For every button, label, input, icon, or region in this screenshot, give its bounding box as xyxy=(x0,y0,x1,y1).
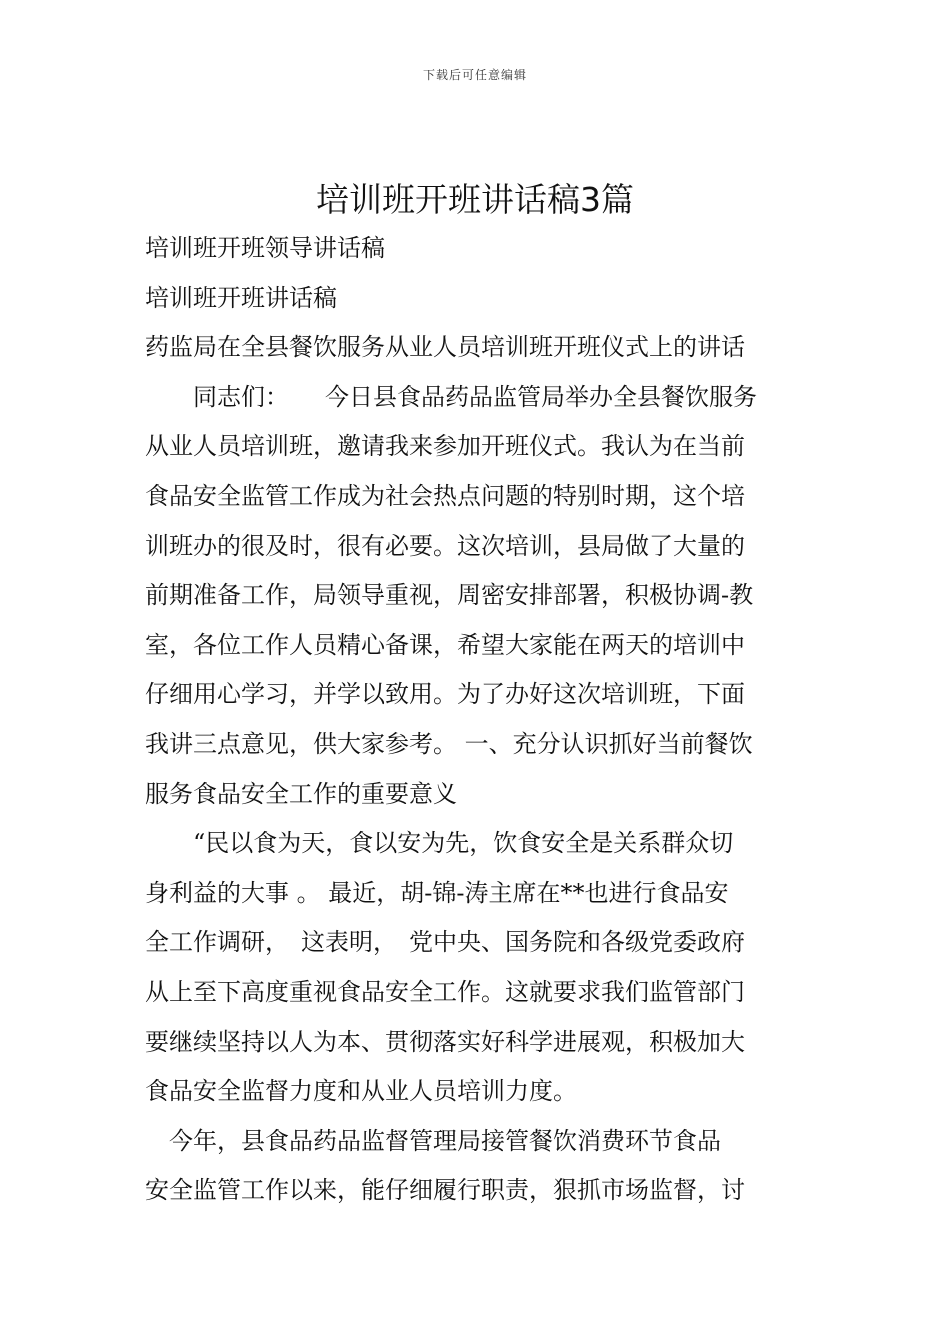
text-line: 培训班开班领导讲话稿 xyxy=(145,234,385,262)
document-title: 培训班开班讲话稿3篇 xyxy=(316,180,634,219)
header-note: 下载后可任意编辑 xyxy=(422,68,527,82)
text-line: 食品安全监管工作成为社会热点问题的特别时期，这个培 xyxy=(145,481,745,510)
text-line: 今年，县食品药品监督管理局接管餐饮消费环节食品 xyxy=(145,1126,721,1155)
text-line: 训班办的很及时，很有必要。这次培训，县局做了大量的 xyxy=(145,531,745,560)
text-line: 从上至下高度重视食品安全工作。这就要求我们监管部门 xyxy=(145,977,745,1006)
text-line: “民以食为天，食以安为先，饮食安全是关系群众切 xyxy=(145,829,734,858)
text-line: 我讲三点意见，供大家参考。 一、充分认识抓好当前餐饮 xyxy=(145,729,753,758)
text-line: 从业人员培训班，邀请我来参加开班仪式。我认为在当前 xyxy=(145,432,745,461)
text-line: 仔细用心学习，并学以致用。为了办好这次培训班，下面 xyxy=(145,680,745,709)
text-line: 室，各位工作人员精心备课，希望大家能在两天的培训中 xyxy=(145,630,745,659)
text-line: 培训班开班讲话稿 xyxy=(145,283,337,312)
text-line: 全工作调研， 这表明， 党中央、国务院和各级党委政府 xyxy=(145,928,745,957)
text-line: 安全监管工作以来，能仔细履行职责，狠抓市场监督，讨 xyxy=(145,1176,745,1205)
text-line: 服务食品安全工作的重要意义 xyxy=(145,779,457,808)
text-line: 食品安全监督力度和从业人员培训力度。 xyxy=(145,1077,577,1106)
text-line: 同志们： 今日县食品药品监管局举办全县餐饮服务 xyxy=(145,382,757,411)
text-line: 药监局在全县餐饮服务从业人员培训班开班仪式上的讲话 xyxy=(145,333,745,362)
document-body xyxy=(145,224,809,1216)
text-line: 要继续坚持以人为本、贯彻落实好科学进展观，积极加大 xyxy=(145,1027,745,1056)
text-line: 前期准备工作，局领导重视，周密安排部署，积极协调-教 xyxy=(145,581,754,610)
text-line: 身利益的大事 。 最近，胡-锦-涛主席在**也进行食品安 xyxy=(145,878,729,907)
